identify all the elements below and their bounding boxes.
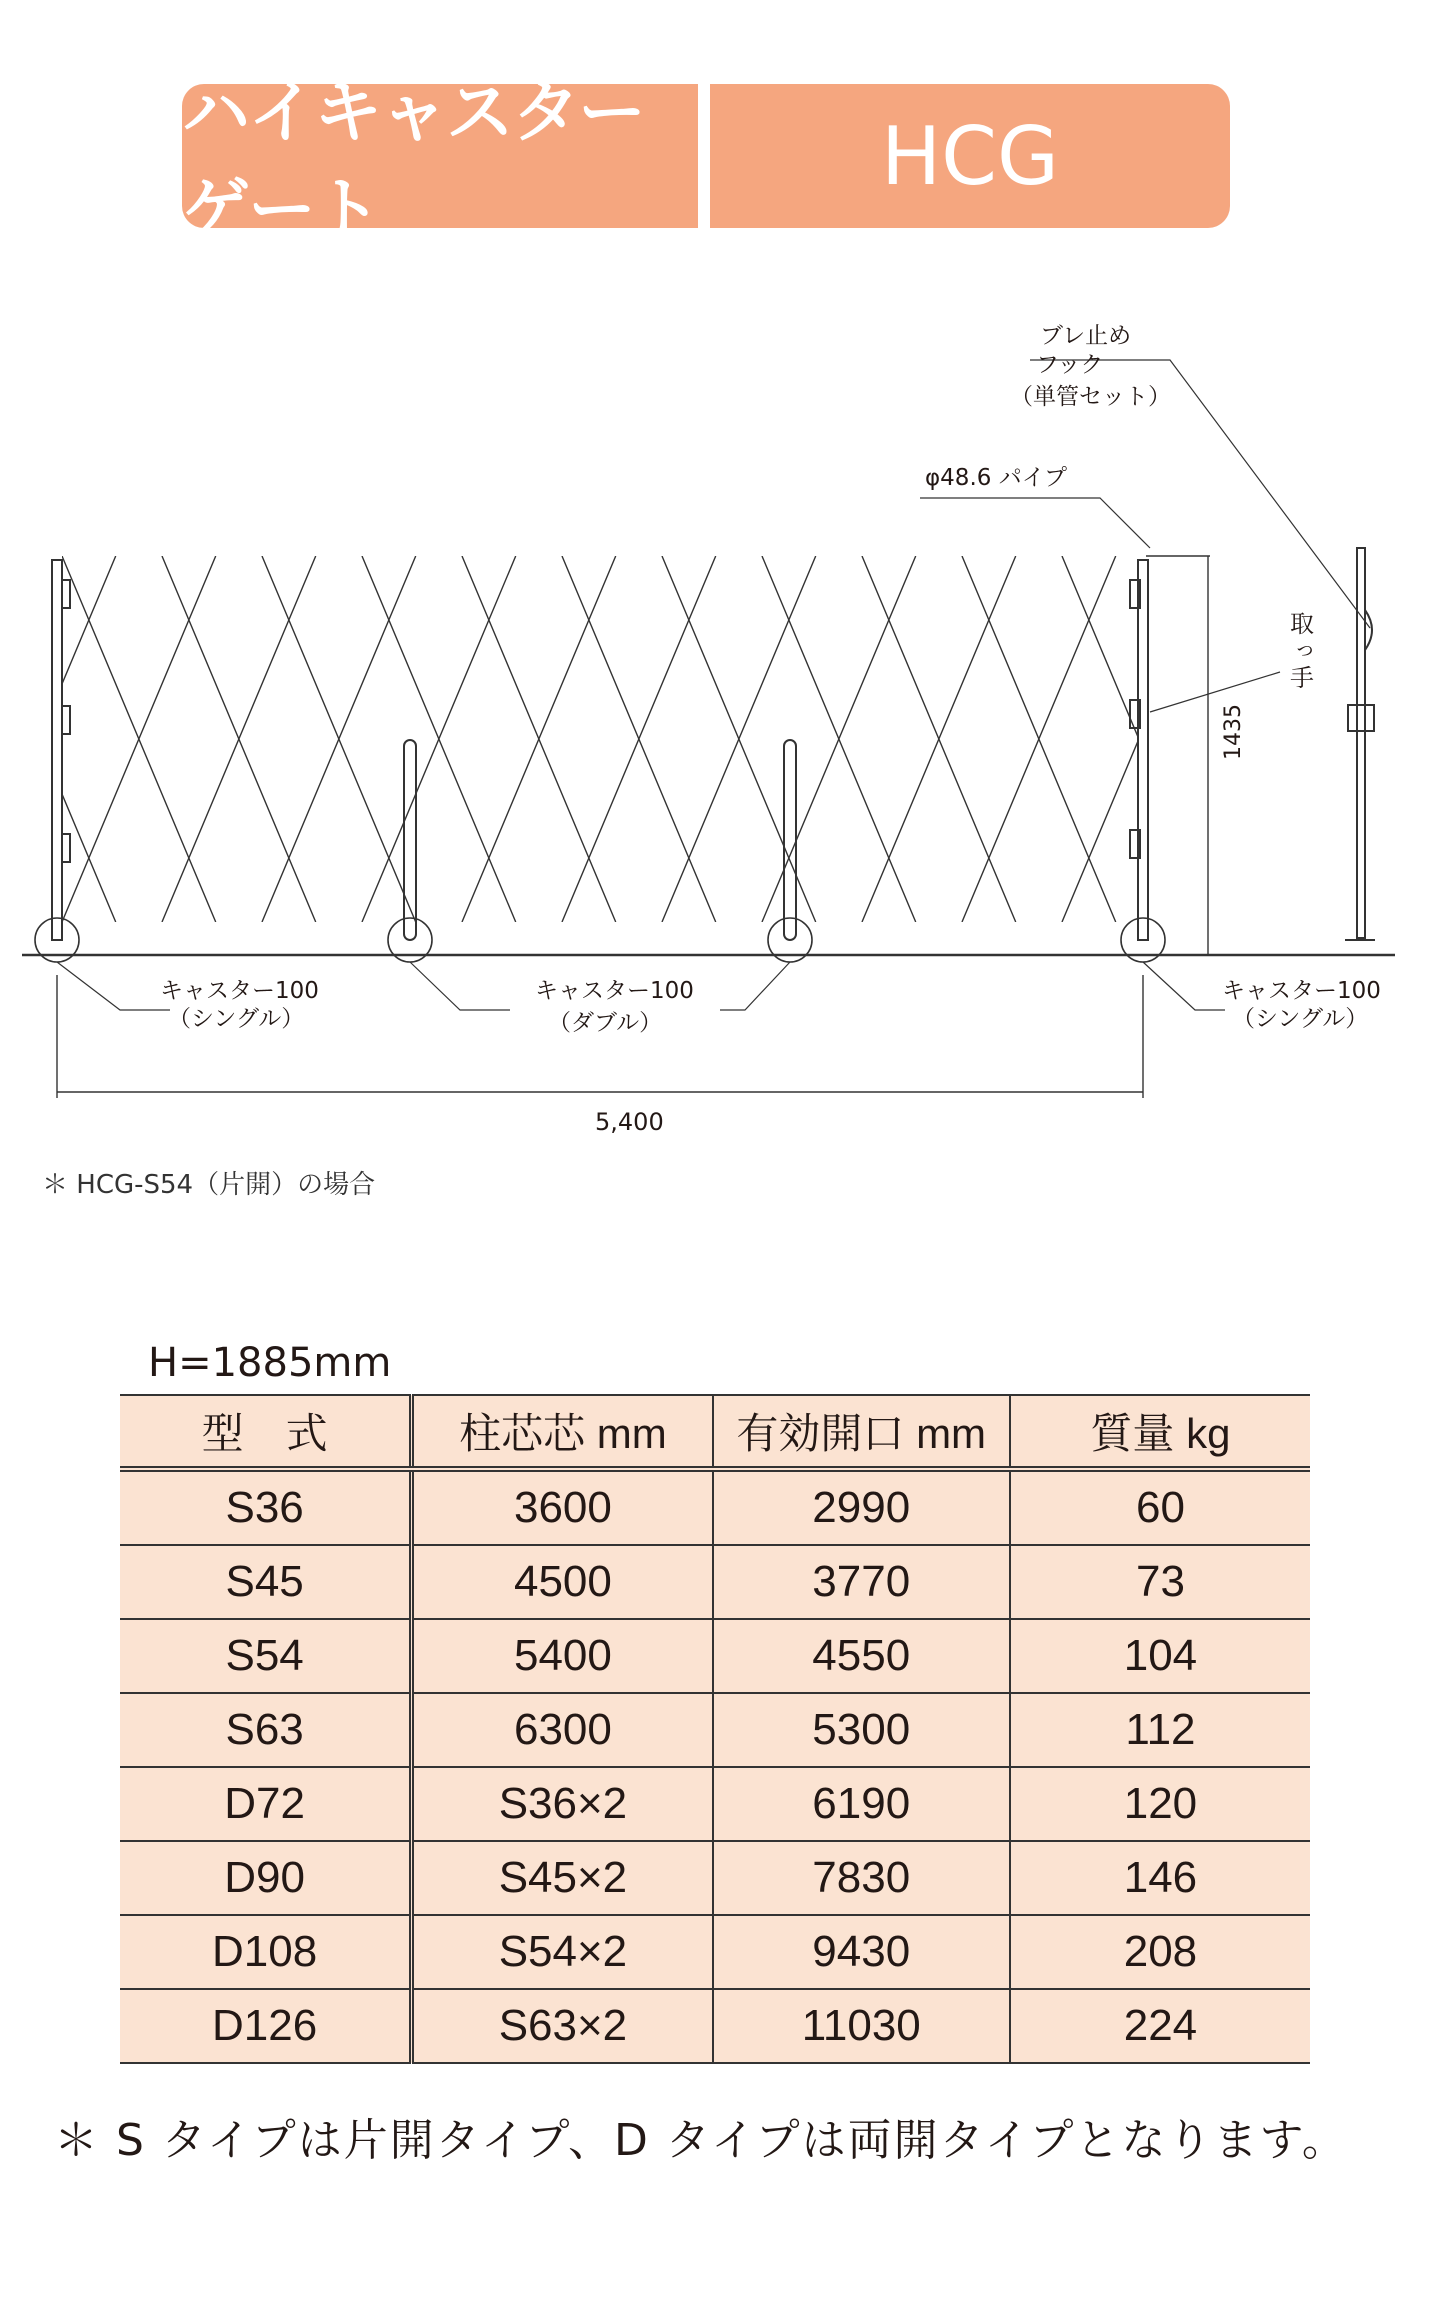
handle-label-3: 手: [1290, 664, 1314, 692]
hook-icon: [1365, 610, 1372, 650]
bracket: [62, 706, 70, 734]
side-post: [1357, 548, 1365, 938]
cell-pitch: 6300: [412, 1693, 713, 1767]
cell-model: D90: [120, 1841, 412, 1915]
cell-mass: 208: [1010, 1915, 1310, 1989]
cell-pitch: S63×2: [412, 1989, 713, 2063]
height-label: H=1885mm: [148, 1340, 392, 1386]
gate-drawing: [0, 300, 1450, 1200]
cell-model: D72: [120, 1767, 412, 1841]
leader-lines: [57, 360, 1370, 1010]
drawing-note: ＊ HCG-S54（片開）の場合: [42, 1170, 376, 1200]
cell-opening: 9430: [713, 1915, 1010, 1989]
header-pitch: 柱芯芯 mm: [412, 1395, 713, 1469]
left-post: [52, 560, 62, 940]
width-dim-text: 5,400: [595, 1108, 664, 1136]
hook-label-2: フック: [1036, 352, 1104, 378]
cell-model: S63: [120, 1693, 412, 1767]
spec-table: [120, 1394, 1310, 2064]
table-row: [120, 1767, 1310, 1841]
product-name-banner: ハイキャスターゲート: [182, 84, 698, 228]
side-view: [1345, 548, 1375, 940]
cell-mass: 112: [1010, 1693, 1310, 1767]
cell-opening: 6190: [713, 1767, 1010, 1841]
cell-opening: 11030: [713, 1989, 1010, 2063]
cell-pitch: 4500: [412, 1545, 713, 1619]
table-row: [120, 1989, 1310, 2063]
cell-mass: 60: [1010, 1469, 1310, 1545]
cell-model: D126: [120, 1989, 412, 2063]
cell-model: S45: [120, 1545, 412, 1619]
cell-opening: 3770: [713, 1545, 1010, 1619]
height-dimension: [1146, 556, 1210, 955]
hook-label-1: ブレ止め: [1040, 323, 1132, 349]
cell-pitch: S54×2: [412, 1915, 713, 1989]
right-post: [1138, 560, 1148, 940]
cell-mass: 120: [1010, 1767, 1310, 1841]
caster-mid-label-2: （ダブル）: [548, 1010, 663, 1036]
header-model: 型 式: [120, 1395, 412, 1469]
cell-mass: 104: [1010, 1619, 1310, 1693]
table-row: [120, 1469, 1310, 1545]
cell-opening: 5300: [713, 1693, 1010, 1767]
cell-opening: 2990: [713, 1469, 1010, 1545]
caster-right-label-1: キャスター100: [1222, 978, 1381, 1004]
caster-mid-label-1: キャスター100: [535, 978, 694, 1004]
table-row: [120, 1915, 1310, 1989]
lattice-bar: [0, 556, 116, 922]
cell-mass: 73: [1010, 1545, 1310, 1619]
bracket: [62, 580, 70, 608]
handle-label-1: 取: [1290, 610, 1314, 638]
header-mass: 質量 kg: [1010, 1395, 1310, 1469]
lattice-bar: [1262, 556, 1416, 922]
table-row: [120, 1545, 1310, 1619]
mid-post-2: [784, 740, 796, 940]
cell-mass: 224: [1010, 1989, 1310, 2063]
header-opening: 有効開口 mm: [713, 1395, 1010, 1469]
cell-pitch: 5400: [412, 1619, 713, 1693]
footnote: ＊ S タイプは片開タイプ、D タイプは両開タイプとなります。: [54, 2115, 1348, 2166]
cell-opening: 7830: [713, 1841, 1010, 1915]
lattice-bar: [0, 556, 16, 922]
cell-model: S54: [120, 1619, 412, 1693]
cell-mass: 146: [1010, 1841, 1310, 1915]
cell-model: S36: [120, 1469, 412, 1545]
table-row: [120, 1619, 1310, 1693]
cell-model: D108: [120, 1915, 412, 1989]
bracket: [62, 834, 70, 862]
lattice-bar: [0, 556, 16, 922]
table-header-row: [120, 1395, 1310, 1469]
handle-label-2: っ: [1294, 637, 1317, 662]
model-code-banner: HCG: [710, 84, 1230, 228]
lattice-bar: [1262, 556, 1416, 922]
pipe-label: φ48.6 パイプ: [925, 465, 1068, 491]
caster-right-label-2: （シングル）: [1232, 1006, 1369, 1032]
height-dim-text: 1435: [1221, 704, 1246, 760]
lattice-bar: [0, 556, 116, 922]
cell-opening: 4550: [713, 1619, 1010, 1693]
cell-pitch: S36×2: [412, 1767, 713, 1841]
table-row: [120, 1841, 1310, 1915]
side-handle: [1348, 705, 1374, 731]
caster-left-label-2: （シングル）: [168, 1006, 305, 1032]
cell-pitch: S45×2: [412, 1841, 713, 1915]
cell-pitch: 3600: [412, 1469, 713, 1545]
lattice: [0, 556, 1416, 922]
hook-label-3: （単管セット）: [1010, 384, 1171, 410]
table-row: [120, 1693, 1310, 1767]
caster-left-label-1: キャスター100: [160, 978, 319, 1004]
